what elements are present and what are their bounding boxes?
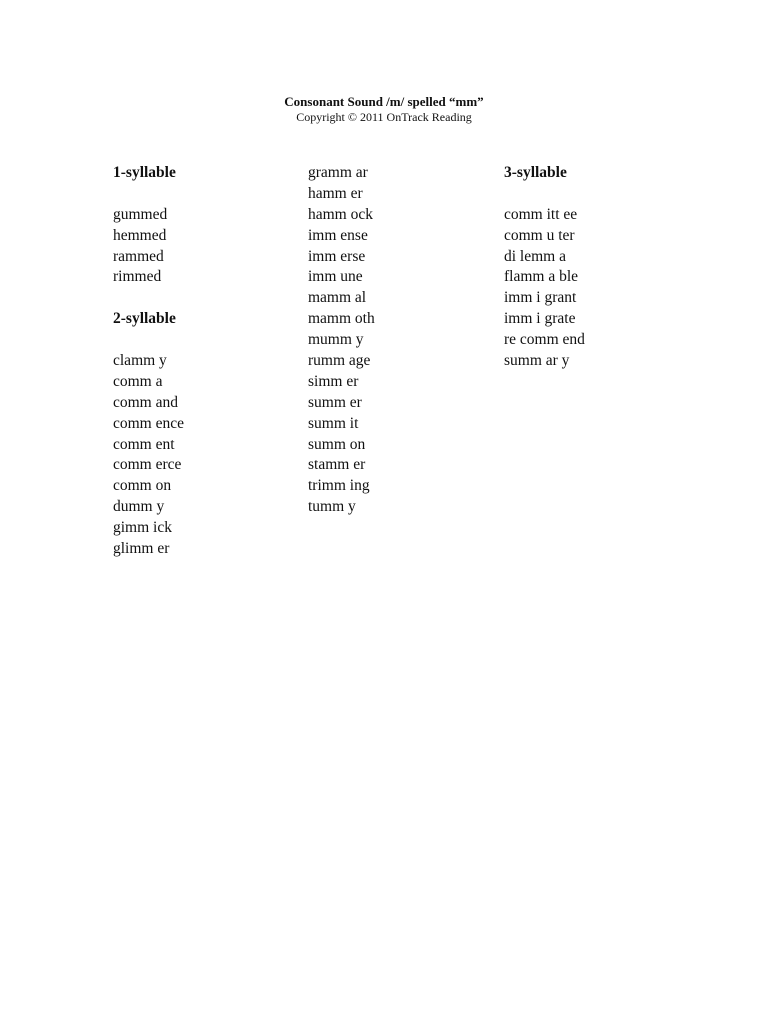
word-item: mamm al [308,289,367,307]
copyright-line: Copyright © 2011 OnTrack Reading [296,110,472,124]
section-heading-2-syllable: 2-syllable [113,310,176,328]
word-item: gramm ar [308,164,368,181]
word-item: gummed [113,205,168,223]
word-item: simm er [308,372,359,390]
word-item: summ on [308,435,366,453]
word-item: clamm y [113,352,167,370]
word-item: summ it [308,414,359,432]
word-column-3 [504,163,585,372]
word-item: imm i grate [504,310,576,328]
word-item: comm a [113,372,163,390]
word-item: comm on [113,477,172,495]
section-heading-3-syllable: 3-syllable [504,164,567,181]
document-header [0,93,768,125]
word-item: re comm end [504,331,585,349]
word-item: comm itt ee [504,205,578,223]
word-item: flamm a ble [504,268,579,286]
word-item: di lemm a [504,247,566,265]
word-item: hemmed [113,226,167,244]
section-heading-1-syllable: 1-syllable [113,164,176,181]
word-item: stamm er [308,456,366,474]
word-item: mumm y [308,331,364,349]
word-item: rimmed [113,268,162,286]
word-item: imm une [308,268,363,286]
word-item: comm u ter [504,226,575,244]
word-item: imm erse [308,247,366,265]
word-item: trimm ing [308,477,370,495]
word-item: comm and [113,393,178,411]
word-item: comm ent [113,435,175,453]
word-item: mamm oth [308,310,375,328]
word-item: tumm y [308,498,356,516]
word-item: summ er [308,393,362,411]
word-item: imm ense [308,226,368,244]
word-column-2 [308,163,375,518]
word-item: dumm y [113,498,165,516]
word-item: hamm er [308,184,363,202]
word-item: glimm er [113,540,170,558]
page-title: Consonant Sound /m/ spelled “mm” [284,94,484,109]
word-item: imm i grant [504,289,577,307]
word-item: summ ar y [504,352,570,370]
word-item: rammed [113,247,164,265]
word-item: rumm age [308,352,371,370]
word-item: comm ence [113,414,185,432]
word-item: gimm ick [113,519,172,537]
word-column-1 [113,163,184,560]
word-item: comm erce [113,456,182,474]
word-item: hamm ock [308,205,373,223]
